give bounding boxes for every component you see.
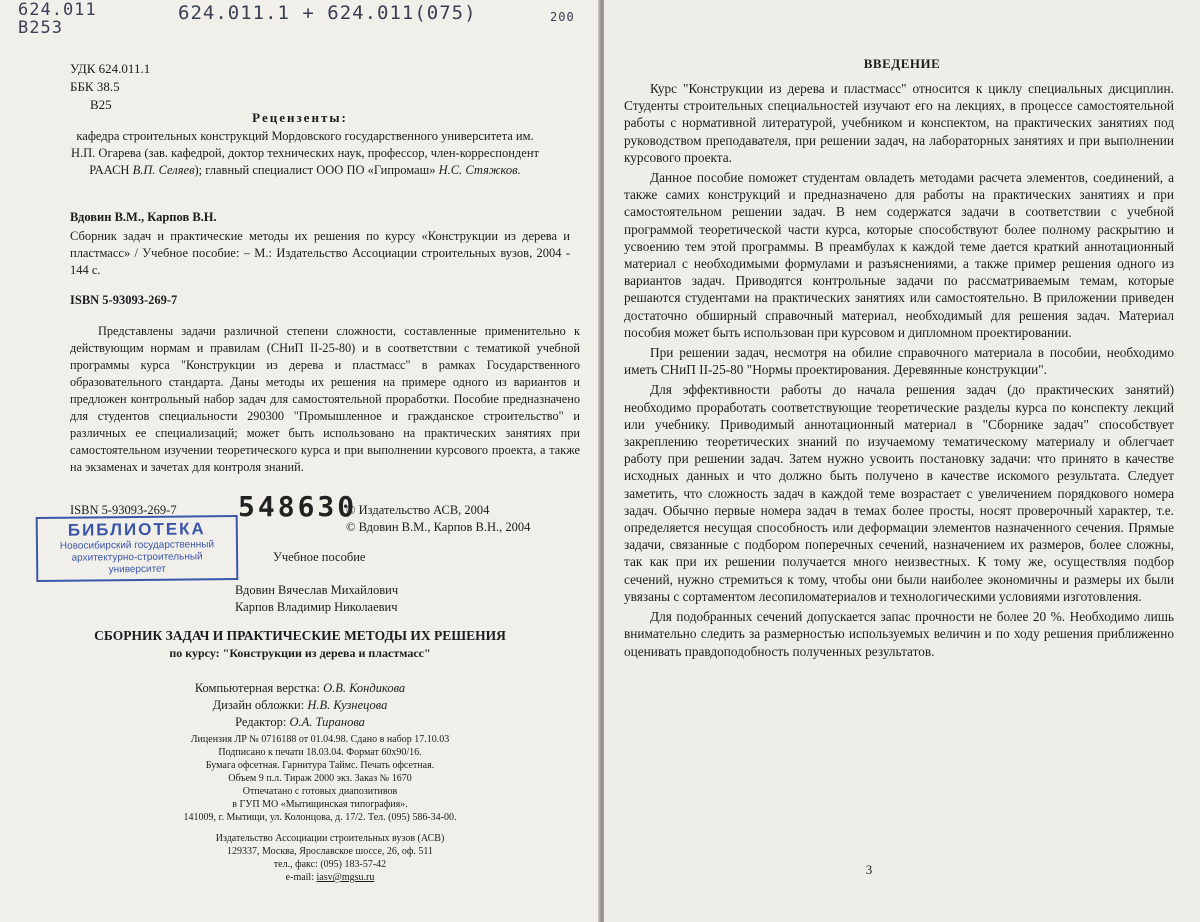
bbk-code: ББК 38.5	[70, 79, 120, 94]
bibliographic-record: Сборник задач и практические методы их решения по курсу «Конструкции из дерева и пластмасс» / Учебное пособие: – М.: Издательство Ассоциации строительных вузов, 2004 - 144 с.	[70, 229, 570, 277]
stamp-title: БИБЛИОТЕКА	[67, 519, 206, 540]
handwritten-author-mark: B253	[18, 18, 63, 38]
reviewer-1: кафедра строительных конструкций Мордовского государственного университета им. Н.П. Огарева (зав. кафедрой, доктор технических наук, профессор, член-корреспондент РААСН	[71, 129, 539, 177]
author-full-names	[235, 582, 398, 616]
book-subtitle: по курсу: "Конструкции из дерева и пластмасс"	[169, 646, 431, 660]
handwritten-call-number: 624.011	[18, 0, 97, 20]
isbn-bottom: ISBN 5-93093-269-7	[70, 503, 177, 517]
annotation: Представлены задачи различной степени сложности, составленные применительно к действующим нормам и правилам (СНиП II-25-80) и в соответствии с тематикой учебной программы курса "Конструкции из дерева и пластмасс" в рамках Государственного образовательного стандарта. Даны методы их решения на примере одного из вариантов и предложен контрольный набор задач для самостоятельной проработки. Пособие предназначено для студентов специальности 290300 "Промышленное и гражданское строительство" и различных ее специализаций; может быть использовано на практических занятиях при самостоятельном изучении теоретического курса и при выполнении курсового проекта, а также на экзаменах и зачетах для контроля знаний.	[70, 324, 580, 474]
introduction-body	[624, 80, 1174, 663]
inventory-number: 548630	[238, 490, 358, 523]
paragraph: Курс "Конструкции из дерева и пластмасс" относится к циклу специальных дисциплин. Студенты строительных специальностей изучают его на лекциях, в процессе самостоятельной работы с нормативной литературой, учебником и конспектом, на практических занятиях под руководством преподавателя, при решении задач, на лабораторных занятиях и при выполнении курсового проекта.	[624, 81, 1174, 165]
handwritten-number: 200	[550, 10, 575, 24]
book-title: СБОРНИК ЗАДАЧ И ПРАКТИЧЕСКИЕ МЕТОДЫ ИХ РЕШЕНИЯ	[94, 628, 506, 643]
copyright	[346, 502, 530, 536]
stamp-line-2: архитектурно-строительный	[71, 551, 203, 564]
author-mark: В25	[90, 97, 112, 112]
print-details: Лицензия ЛР № 0716188 от 01.04.98. Сдано в набор 17.10.03 Подписано к печати 18.03.04. Формат 60х90/16. Бумага офсетная. Гарнитура Таймс. Печать офсетная. Объем 9 п.л. Тираж 2000 экз. Заказ № 1670 Отпечатано с готовых диапозитивов в ГУП МО «Мытищинская типография». 141009, г. Мытищи, ул. Колонцова, д. 17/2. Тел. (095) 586-34-00.	[183, 734, 457, 823]
paragraph: Для подобранных сечений допускается запас прочности не более 20 %. Необходимо лишь внимательно следить за размерностью используемых величин и по ходу решения приближенно оценивать правдоподобность полученных результатов.	[624, 609, 1174, 659]
library-stamp	[36, 515, 239, 582]
stamp-line-3: университет	[108, 563, 166, 576]
authors: Вдовин В.М., Карпов В.Н.	[70, 210, 217, 224]
publisher-email: iasv@mgsu.ru	[316, 872, 375, 883]
manual-type: Учебное пособие	[273, 550, 366, 564]
author-full-2: Карпов Владимир Николаевич	[235, 600, 398, 614]
introduction-title: ВВЕДЕНИЕ	[863, 56, 941, 71]
credit-editor: Редактор: О.А. Тиранова	[235, 715, 365, 729]
reviewer-2: главный специалист ООО ПО «Гипромаш»	[205, 163, 436, 177]
author-full-1: Вдовин Вячеслав Михайлович	[235, 583, 399, 597]
copyright-publisher: © Издательство АСВ, 2004	[346, 503, 490, 517]
right-page	[604, 0, 1200, 922]
reviewers-title: Рецензенты:	[252, 110, 348, 125]
isbn: ISBN 5-93093-269-7	[70, 293, 178, 307]
page-number: 3	[865, 862, 873, 877]
reviewers-list: кафедра строительных конструкций Мордовского государственного университета им. Н.П. Огарева (зав. кафедрой, доктор технических наук, профессор, член-корреспондент РААСН В.П. Селяев); главный специалист ООО ПО «Гипромаш» Н.С. Стяжков.	[71, 129, 539, 177]
copyright-authors: © Вдовин В.М., Карпов В.Н., 2004	[346, 520, 531, 534]
handwritten-classification: 624.011.1 + 624.011(075)	[178, 2, 477, 24]
credit-layout: Компьютерная верстка: О.В. Кондикова	[194, 681, 406, 695]
credits	[0, 680, 600, 731]
reviewer-2-name: Н.С. Стяжков.	[438, 163, 521, 177]
credit-cover: Дизайн обложки: Н.В. Кузнецова	[212, 698, 388, 712]
paragraph: При решении задач, несмотря на обилие справочного материала в пособии, необходимо иметь СНиП II-25-80 "Нормы проектирования. Деревянные конструкции".	[624, 345, 1174, 378]
publisher-info: Издательство Ассоциации строительных вузов (АСВ) 129337, Москва, Ярославское шоссе, 26, оф. 511 тел., факс: (095) 183-57-42 e-mail: iasv@mgsu.ru	[215, 833, 445, 883]
paragraph: Для эффективности работы до начала решения задач (до практических занятий) необходимо проработать соответствующие теоретические разделы курса по конспекту лекций или учебнику. Приводимый аннотационный материал в "Сборнике задач" способствует закреплению теоретических знаний по изучаемому тематическому материалу и облегчает работу при решении задач. Затем нужно усвоить постановку задачи: что принято в качестве исходных данных и что должно быть получено в качестве искомого результата. Следует заметить, что сложность задач в каждой теме возрастает с увеличением порядкового номера задач. Обычно первые номера задач в темах более просты, носят проверочный характер, т.е. определяется несущая способность или деформации элементов назначенного сечения. Прямые задачи, связанные с подбором поперечных сечений, назначением их размеров, более сложны, так как при их решении получается много неизвестных. К тому же, осуществляя подбор сечений, нужно стремиться к тому, чтобы они были наиболее экономичны и размеры их были увязаны с сортаментом лесопиломатериалов и технологическими условиями изготовления.	[624, 382, 1174, 604]
udk-code: УДК 624.011.1	[70, 61, 151, 76]
paragraph: Данное пособие поможет студентам овладеть методами расчета элементов, соединений, а также самих конструкций и предназначено для работы на практических занятиях и при самостоятельном решении задач. В нем содержатся задачи в соответствии с учебной программой теоретической части курса, которые способствуют более полному раскрытию и усвоению тем этой программы. В преамбулах к каждой теме дается краткий аннотационный материал с необходимыми формулами и разъяснениями, а также пример решения одного из вариантов задач. Приводятся контрольные задачи по рассматриваемым темам, которые решаются студентами на практических занятиях или самостоятельно. В приложении приведен достаточно обширный справочный материал, необходимый для решения задач. Материал пособия может быть использован при курсовом и дипломном проектировании.	[624, 170, 1174, 340]
catalog-codes	[70, 60, 150, 114]
reviewer-1-name: В.П. Селяев	[132, 163, 195, 177]
stamp-line-1: Новосибирский государственный	[59, 539, 215, 552]
